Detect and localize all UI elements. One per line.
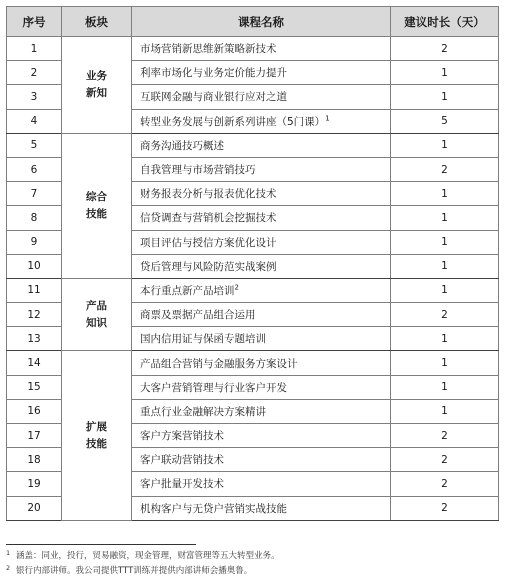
course-name-cell (132, 157, 391, 181)
row-number: 12 (7, 303, 62, 327)
row-number: 7 (7, 182, 62, 206)
section-label: 业务 新知 (86, 69, 107, 99)
duration-days: 2 (391, 424, 499, 448)
course-name: 产品组合营销与金融服务方案设计 (140, 357, 298, 370)
row-number: 10 (7, 254, 62, 278)
course-name-cell (132, 303, 391, 327)
section-label: 产品 知识 (86, 299, 107, 329)
course-name-cell (132, 85, 391, 109)
duration-days: 1 (391, 254, 499, 278)
table-row (7, 278, 499, 302)
table-row (7, 37, 499, 61)
duration-days: 1 (391, 375, 499, 399)
row-number: 19 (7, 472, 62, 496)
duration-days: 2 (391, 37, 499, 61)
row-number: 14 (7, 351, 62, 375)
section-label-cell (62, 351, 132, 520)
row-number: 13 (7, 327, 62, 351)
course-name-cell (132, 61, 391, 85)
course-name-cell (132, 375, 391, 399)
course-name: 财务报表分析与报表优化技术 (140, 188, 277, 201)
course-name: 互联网金融与商业银行应对之道 (140, 91, 287, 104)
course-name: 信贷调查与营销机会挖掘技术 (140, 212, 277, 225)
course-name: 商票及票据产品组合运用 (140, 309, 256, 322)
row-number: 1 (7, 37, 62, 61)
course-name-cell (132, 496, 391, 520)
duration-days: 2 (391, 157, 499, 181)
course-name-cell (132, 37, 391, 61)
duration-days: 1 (391, 230, 499, 254)
duration-days: 1 (391, 399, 499, 423)
duration-days: 2 (391, 303, 499, 327)
footnote-1-mark: 1 (6, 549, 11, 557)
row-number: 15 (7, 375, 62, 399)
course-name-cell (132, 206, 391, 230)
footnote-2-text: 银行内部讲师。我公司提供TTT训练并提供内部讲师会播奥鲁。 (16, 566, 253, 576)
section-label: 综合 技能 (86, 190, 107, 220)
footnote-reference: 1 (325, 114, 330, 123)
course-name: 商务沟通技巧概述 (140, 139, 224, 152)
row-number: 17 (7, 424, 62, 448)
row-number: 6 (7, 157, 62, 181)
footnote-2-mark: 2 (6, 564, 11, 572)
row-number: 5 (7, 133, 62, 157)
course-name-cell (132, 424, 391, 448)
row-number: 11 (7, 278, 62, 302)
course-name-cell (132, 399, 391, 423)
course-name: 国内信用证与保函专题培训 (140, 333, 266, 346)
duration-days: 2 (391, 472, 499, 496)
course-name-cell (132, 472, 391, 496)
duration-days: 1 (391, 133, 499, 157)
course-table (6, 6, 499, 521)
course-name: 市场营销新思维新策略新技术 (140, 43, 277, 56)
course-name: 客户联动营销技术 (140, 454, 224, 467)
footnote-divider (6, 544, 196, 545)
course-name-cell (132, 230, 391, 254)
duration-days: 2 (391, 448, 499, 472)
section-label-cell (62, 278, 132, 351)
course-name: 项目评估与授信方案优化设计 (140, 236, 277, 249)
duration-days: 1 (391, 206, 499, 230)
table-body (7, 37, 499, 521)
header-duration: 建议时长（天） (391, 7, 499, 37)
course-name-cell (132, 133, 391, 157)
duration-days: 1 (391, 61, 499, 85)
header-course: 课程名称 (132, 7, 391, 37)
duration-days: 1 (391, 85, 499, 109)
course-name: 重点行业金融解决方案精讲 (140, 405, 266, 418)
row-number: 20 (7, 496, 62, 520)
course-name: 贷后管理与风险防范实战案例 (140, 260, 277, 273)
footnote-1 (6, 549, 280, 561)
duration-days: 1 (391, 182, 499, 206)
course-name: 大客户营销管理与行业客户开发 (140, 381, 287, 394)
row-number: 8 (7, 206, 62, 230)
course-name-cell (132, 182, 391, 206)
course-name: 机构客户与无贷户营销实战技能 (140, 502, 287, 515)
section-label: 扩展 技能 (86, 420, 107, 450)
course-table-container (6, 6, 498, 521)
section-label-cell (62, 37, 132, 134)
course-name: 自我管理与市场营销技巧 (140, 164, 256, 177)
course-name-cell (132, 448, 391, 472)
course-name: 客户批量开发技术 (140, 478, 224, 491)
row-number: 18 (7, 448, 62, 472)
course-name: 利率市场化与业务定价能力提升 (140, 67, 287, 80)
duration-days: 2 (391, 496, 499, 520)
course-name: 客户方案营销技术 (140, 430, 224, 443)
table-row (7, 351, 499, 375)
course-name-cell (132, 254, 391, 278)
header-section: 板块 (62, 7, 132, 37)
header-no: 序号 (7, 7, 62, 37)
section-label-cell (62, 133, 132, 278)
row-number: 3 (7, 85, 62, 109)
row-number: 9 (7, 230, 62, 254)
row-number: 16 (7, 399, 62, 423)
footnote-1-text: 涵盖：同业，投行，贸易融资，现金管理，财富管理等五大转型业务。 (16, 551, 280, 561)
duration-days: 1 (391, 351, 499, 375)
course-name-cell (132, 278, 391, 302)
row-number: 2 (7, 61, 62, 85)
duration-days: 5 (391, 109, 499, 133)
course-name-cell (132, 351, 391, 375)
footnote-2 (6, 564, 252, 576)
duration-days: 1 (391, 278, 499, 302)
course-name: 本行重点新产品培训 (140, 284, 235, 297)
table-header-row (7, 7, 499, 37)
row-number: 4 (7, 109, 62, 133)
course-name-cell (132, 109, 391, 133)
table-row (7, 133, 499, 157)
footnote-reference: 2 (234, 283, 239, 292)
course-name-cell (132, 327, 391, 351)
course-name: 转型业务发展与创新系列讲座（5门课） (140, 115, 326, 128)
duration-days: 1 (391, 327, 499, 351)
